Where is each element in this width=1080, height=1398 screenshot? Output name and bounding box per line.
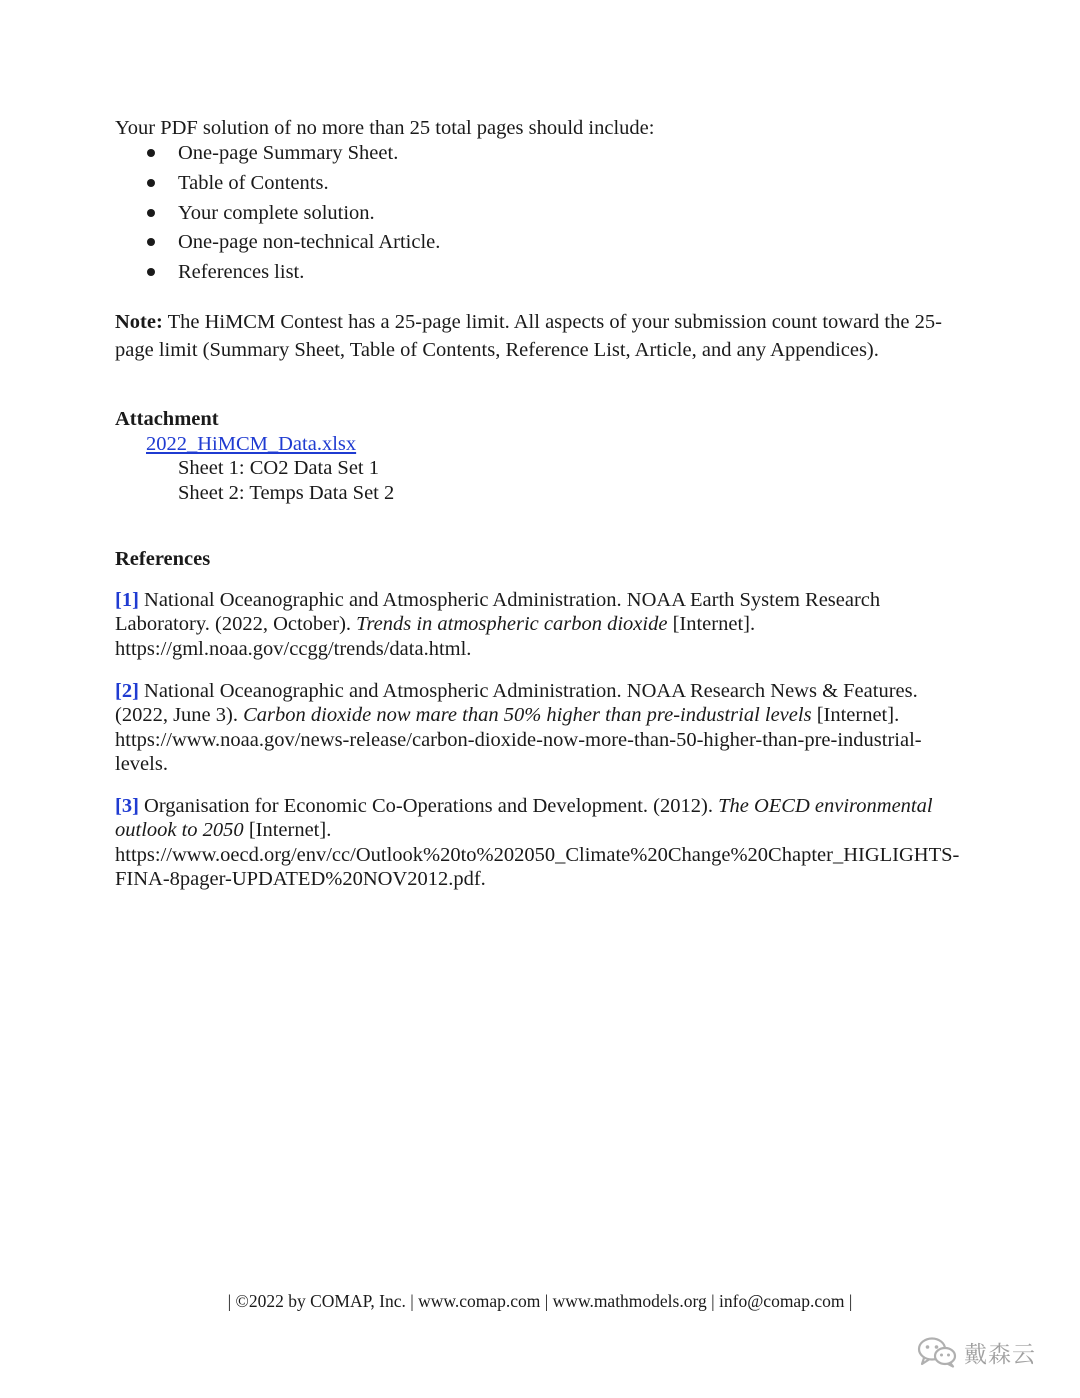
reference-item: [1] National Oceanographic and Atmospheric Administration. NOAA Earth System Research Laboratory. (2022, October). Trends in atmospheric carbon dioxide [Internet]. https://gml.noaa.gov/ccgg/trends/data.html. — [115, 589, 881, 660]
note-text: The HiMCM Contest has a 25-page limit. All aspects of your submission count toward the 25-page limit (Summary Sheet, Table of Contents, Reference List, Article, and any Appendices). — [115, 311, 942, 361]
list-item: References list. — [147, 259, 440, 289]
wechat-icon — [916, 1336, 958, 1368]
references-heading: References — [115, 548, 211, 570]
bullet-icon — [147, 268, 155, 276]
reference-title: The OECD environmental outlook to 2050 — [115, 795, 933, 842]
watermark-text: 戴森云 — [964, 1341, 1036, 1368]
list-item: One-page non-technical Article. — [147, 229, 440, 259]
attachment-file-link[interactable]: 2022_HiMCM_Data.xlsx — [146, 433, 357, 455]
reference-item: [2] National Oceanographic and Atmospheric Administration. NOAA Research News & Features. (2022, June 3). Carbon dioxide now mare than 50% higher than pre-industrial levels [Internet]. https://www.noaa.gov/news-release/carbon-dioxide-now-more-than-50-higher-than-pre-industrial-levels. — [115, 680, 922, 775]
requirements-list — [147, 140, 440, 289]
list-item: One-page Summary Sheet. — [147, 140, 440, 170]
reference-item: [3] Organisation for Economic Co-Operations and Development. (2012). The OECD environmental outlook to 2050 [Internet]. https://www.oecd.org/env/cc/Outlook%20to%202050_Climate%20Change%20Chapter_HIGLIGHTS-FINA-8pager-UPDATED%20NOV2012.pdf. — [115, 795, 960, 890]
reference-title: Trends in atmospheric carbon dioxide — [356, 613, 668, 636]
reference-number: [2] — [115, 680, 139, 702]
reference-number: [1] — [115, 589, 139, 611]
list-item: Table of Contents. — [147, 170, 440, 200]
bullet-icon — [147, 238, 155, 246]
watermark — [916, 1332, 1056, 1372]
attachment-heading: Attachment — [115, 408, 219, 430]
page-footer: | ©2022 by COMAP, Inc. | www.comap.com | www.mathmodels.org | info@comap.com | — [227, 1291, 853, 1311]
bullet-icon — [147, 209, 155, 217]
attachment-sheet-1: Sheet 1: CO2 Data Set 1 — [178, 457, 379, 479]
attachment-sheet-2: Sheet 2: Temps Data Set 2 — [178, 482, 395, 504]
reference-title: Carbon dioxide now mare than 50% higher than pre-industrial levels — [243, 704, 812, 727]
list-item: Your complete solution. — [147, 200, 440, 230]
bullet-icon — [147, 179, 155, 187]
reference-number: [3] — [115, 795, 139, 817]
note-paragraph — [115, 309, 965, 364]
bullet-icon — [147, 149, 155, 157]
note-label: Note: — [115, 311, 163, 333]
intro-text: Your PDF solution of no more than 25 total pages should include: — [115, 117, 655, 139]
